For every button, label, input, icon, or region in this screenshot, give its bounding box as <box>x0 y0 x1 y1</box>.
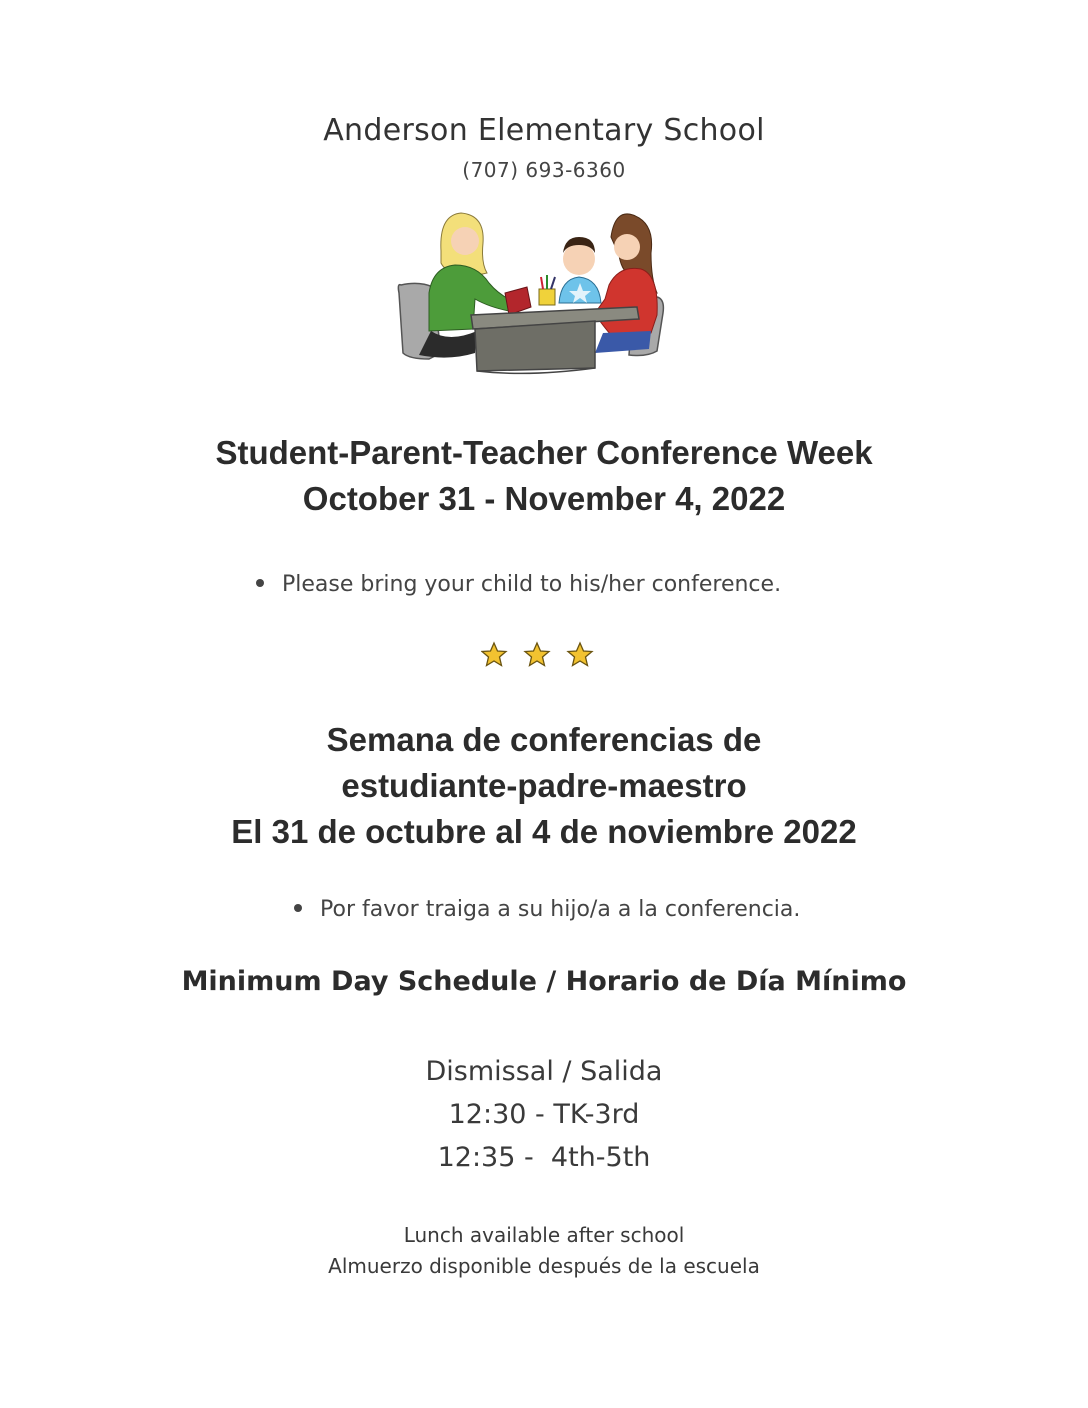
bullet-text-spanish: Por favor traiga a su hijo/a a la conferencia. <box>320 897 801 922</box>
school-name: Anderson Elementary School <box>323 113 765 148</box>
star-icon <box>482 643 506 666</box>
conference-heading-english <box>0 430 1088 522</box>
bullet-icon <box>294 904 302 912</box>
dismissal-time-row: 12:35 - 4th-5th <box>437 1142 651 1173</box>
bullet-text-english: Please bring your child to his/her conference. <box>282 572 782 597</box>
bullet-icon <box>256 579 264 587</box>
school-phone: (707) 693-6360 <box>462 158 626 182</box>
star-divider <box>481 640 601 674</box>
conference-dates-english: October 31 - November 4, 2022 <box>302 480 786 517</box>
star-icon <box>525 643 549 666</box>
conference-dates-spanish: El 31 de octubre al 4 de noviembre 2022 <box>231 813 857 850</box>
lunch-line-spanish: Almuerzo disponible después de la escuela <box>328 1254 760 1278</box>
conference-illustration-icon <box>389 203 669 378</box>
conference-title-english: Student-Parent-Teacher Conference Week <box>215 434 873 471</box>
lunch-line-english: Lunch available after school <box>403 1223 685 1247</box>
dismissal-schedule <box>0 1050 1088 1179</box>
conference-title-spanish-line1: Semana de conferencias de <box>326 721 762 758</box>
dismissal-label: Dismissal / Salida <box>425 1056 663 1087</box>
schedule-title: Minimum Day Schedule / Horario de Día Mínimo <box>181 966 907 997</box>
conference-title-spanish-line2: estudiante-padre-maestro <box>341 767 747 804</box>
dismissal-time-row: 12:30 - TK-3rd <box>448 1099 640 1130</box>
bullet-item-spanish <box>294 897 800 922</box>
conference-heading-spanish <box>0 717 1088 855</box>
lunch-note <box>0 1220 1088 1282</box>
star-icon <box>568 643 592 666</box>
bullet-item-english <box>256 572 781 597</box>
